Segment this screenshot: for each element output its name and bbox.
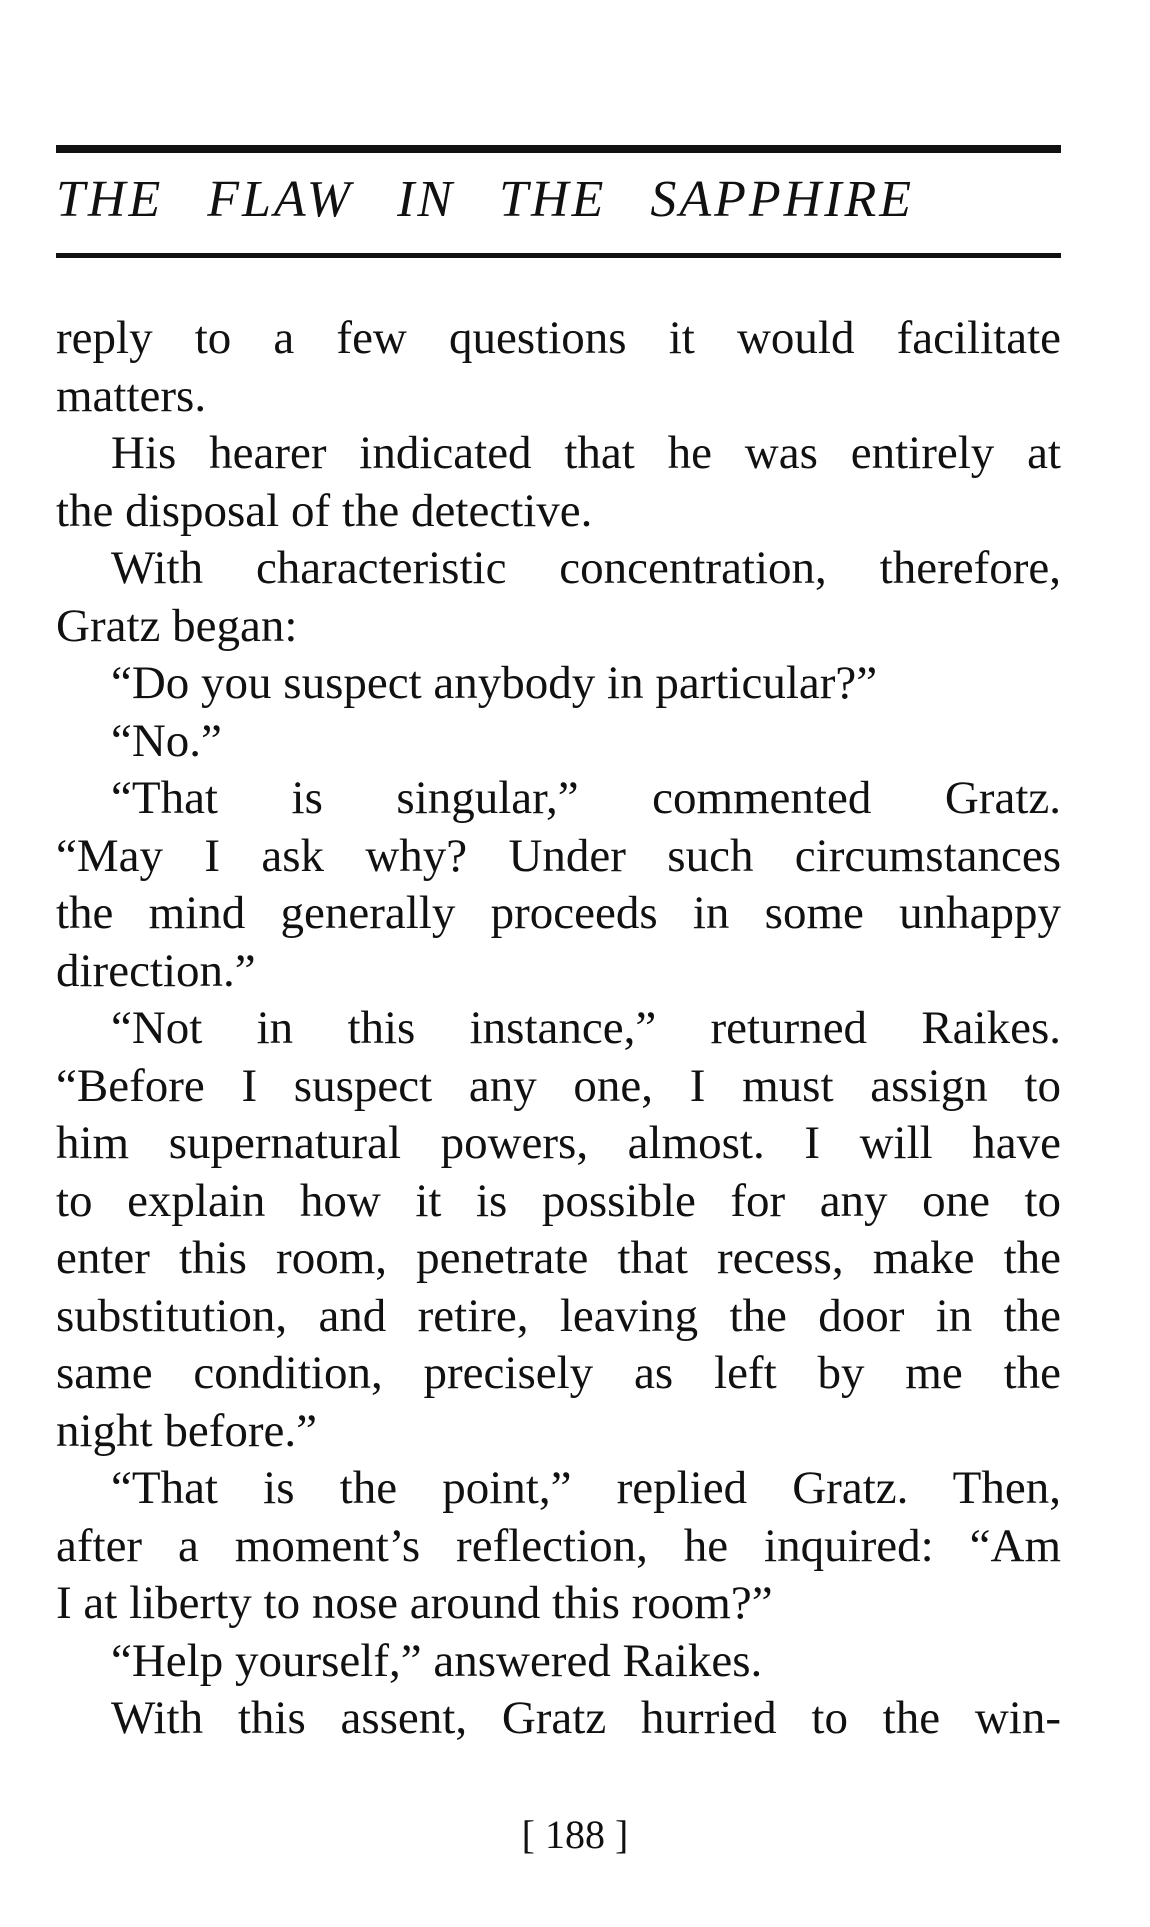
header-rule-bottom [56, 253, 1061, 258]
header-rule-top [56, 145, 1061, 153]
text-line: reply to a few questions it would facilitate [56, 312, 1061, 364]
text-line: “Not in this instance,” returned Raikes. [111, 1002, 1061, 1054]
text-line: With characteristic concentration, therefore, [111, 542, 1061, 594]
text-line: “May I ask why? Under such circumstances [56, 829, 1061, 882]
text-line: “Help yourself,” answered Raikes. [111, 1634, 763, 1687]
text-line: “That is singular,” commented Gratz. [111, 772, 1061, 824]
text-line: enter this room, penetrate that recess, make the [56, 1232, 1061, 1284]
text-line: “Before I suspect any one, I must assign to [56, 1059, 1061, 1112]
text-line: night before.” [56, 1404, 318, 1457]
text-line: him supernatural powers, almost. I will have [56, 1117, 1061, 1169]
text-line: Gratz began: [56, 599, 298, 652]
text-line: His hearer indicated that he was entirely at [111, 427, 1061, 479]
page-number: [ 188 ] [521, 1812, 629, 1857]
body-text [56, 310, 1061, 1748]
text-line: after a moment’s reflection, he inquired: “Am [56, 1519, 1061, 1572]
running-title-word: SAPPHIRE [650, 171, 915, 228]
running-title-word: THE [56, 171, 164, 228]
running-title-word: FLAW [207, 171, 354, 228]
running-title [56, 170, 1061, 230]
text-line: direction.” [56, 944, 256, 997]
text-line: same condition, precisely as left by me the [56, 1347, 1061, 1399]
text-line: “Do you suspect anybody in particular?” [111, 657, 878, 709]
running-title-word: IN [397, 171, 456, 228]
text-line: the mind generally proceeds in some unhappy [56, 887, 1061, 939]
running-title-word: THE [499, 171, 607, 228]
text-line: substitution, and retire, leaving the door in the [56, 1289, 1061, 1342]
text-line: “No.” [111, 714, 222, 767]
text-line: the disposal of the detective. [56, 484, 593, 537]
text-line: to explain how it is possible for any one to [56, 1174, 1061, 1227]
text-line: With this assent, Gratz hurried to the win- [111, 1692, 1061, 1744]
text-line: “That is the point,” replied Gratz. Then, [111, 1462, 1061, 1514]
text-line: I at liberty to nose around this room?” [56, 1577, 773, 1629]
text-line: matters. [56, 369, 207, 422]
